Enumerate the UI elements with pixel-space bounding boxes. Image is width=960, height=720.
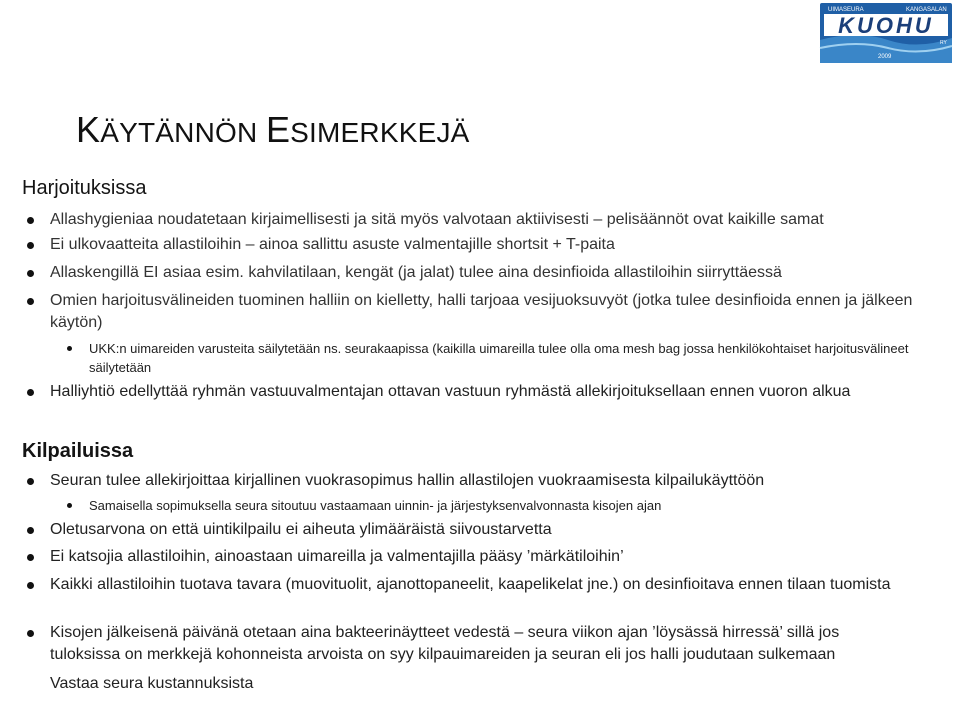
list-item: Samaisella sopimuksella seura sitoutuu vastaamaan uinnin- ja järjestyksenvalvonnasta kisojen ajan bbox=[89, 498, 662, 513]
section-heading-training: Harjoituksissa bbox=[22, 177, 147, 199]
logo-year-text: 2009 bbox=[878, 54, 892, 60]
list-item: Omien harjoitusvälineiden tuominen halliin on kielletty, halli tarjoaa vesijuoksuvyöt (jotka tulee desinfioida ennen ja jälkeen käytön) bbox=[50, 292, 913, 331]
bullet-icon bbox=[27, 554, 34, 561]
bullet-icon bbox=[67, 346, 72, 351]
logo-ry-text: RY bbox=[940, 40, 947, 46]
logo-brand-text: KUOHU bbox=[838, 13, 934, 38]
list-item: Halliyhtiö edellyttää ryhmän vastuuvalmentajan ottavan vastuun ryhmästä allekirjoituksellaan ennen vuoron alkua bbox=[50, 383, 851, 400]
bullet-icon bbox=[27, 389, 34, 396]
bullet-icon bbox=[27, 527, 34, 534]
list-item: Allashygieniaa noudatetaan kirjaimellisesti ja sitä myös valvotaan aktiivisesti – pelisäännöt ovat kaikille samat bbox=[50, 211, 824, 228]
title-initial-1: K bbox=[76, 109, 101, 150]
bullet-icon bbox=[27, 242, 34, 249]
bullet-icon bbox=[27, 217, 34, 224]
bullet-icon bbox=[27, 630, 34, 637]
bullet-icon bbox=[27, 298, 34, 305]
title-rest-2: SIMERKKEJÄ bbox=[290, 117, 470, 148]
list-item: Kisojen jälkeisenä päivänä otetaan aina bakteerinäytteet vedestä – seura viikon ajan ’löysässä hirressä’ sillä jos tuloksissa on merkkejä kohonneista arvoista on syy kilpauimareiden ja seuran eli jos halli joudutaan sulkemaan bbox=[50, 624, 840, 663]
page-title bbox=[76, 108, 470, 155]
list-item: Oletusarvona on että uintikilpailu ei aiheuta ylimääräistä siivoustarvetta bbox=[50, 521, 552, 538]
bullet-icon bbox=[27, 478, 34, 485]
list-item: UKK:n uimareiden varusteita säilytetään ns. seurakaapissa (kaikilla uimareilla tulee olla oma mesh bag jossa henkilökohtaiset harjoitusvälineet säilytetään bbox=[89, 341, 909, 375]
list-item: Ei katsojia allastiloihin, ainoastaan uimareilla ja valmentajilla pääsy ’märkätiloihin’ bbox=[50, 548, 624, 565]
bullet-icon bbox=[27, 270, 34, 277]
list-item: Kaikki allastiloihin tuotava tavara (muovituolit, ajanottopaneelit, kaapelikelat jne.) on desinfioitava ennen tilaan tuomista bbox=[50, 576, 891, 593]
list-item: Vastaa seura kustannuksista bbox=[50, 675, 254, 692]
logo-top-left-text: UIMASEURA bbox=[828, 7, 864, 13]
title-rest-1: ÄYTÄNNÖN bbox=[100, 117, 258, 148]
logo-top-right-text: KANGASALAN bbox=[906, 7, 947, 13]
section-heading-competitions: Kilpailuissa bbox=[22, 440, 134, 462]
bullet-icon bbox=[67, 503, 72, 508]
kuohu-logo bbox=[818, 0, 954, 66]
title-initial-2: E bbox=[265, 109, 291, 150]
list-item: Allaskengillä EI asiaa esim. kahvilatilaan, kengät (ja jalat) tulee aina desinfioida allastiloihin siirryttäessä bbox=[50, 264, 782, 281]
list-item: Seuran tulee allekirjoittaa kirjallinen vuokrasopimus hallin allastilojen vuokraamisesta kilpailukäyttöön bbox=[50, 472, 765, 489]
bullet-icon bbox=[27, 582, 34, 589]
list-item: Ei ulkovaatteita allastiloihin – ainoa sallittu asuste valmentajille shortsit + T-paita bbox=[50, 236, 615, 253]
